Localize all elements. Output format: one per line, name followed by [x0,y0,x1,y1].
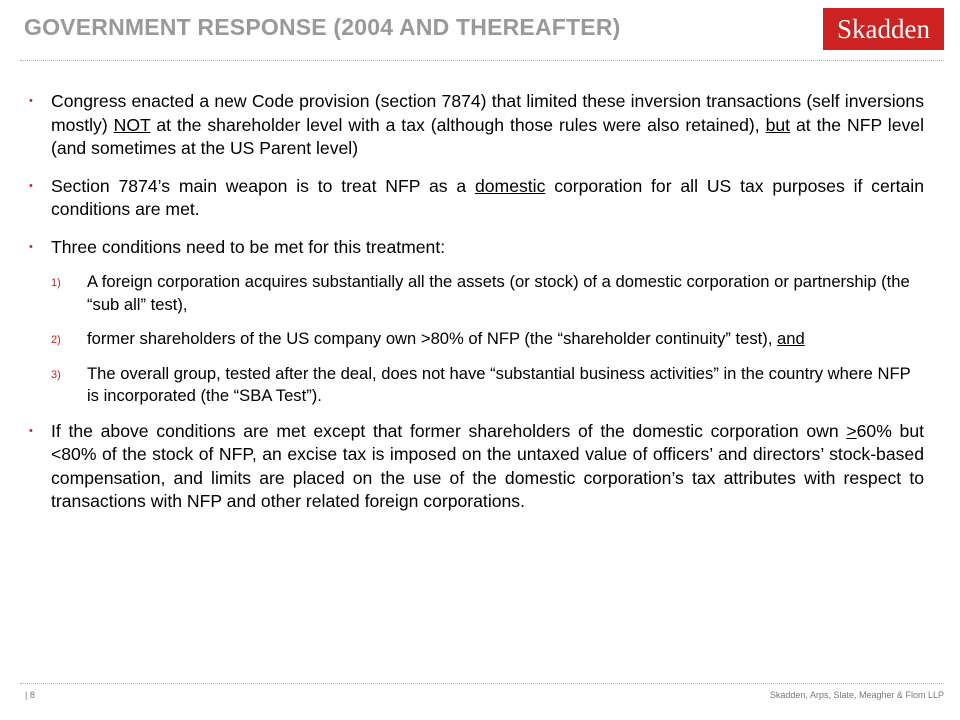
condition-item-1 [24,271,924,316]
condition-text: The overall group, tested after the deal, does not have “substantial business activities” in the country where NFP is incorporated (the “SBA Test”). [87,363,911,405]
skadden-logo [823,8,944,50]
bullet-three-conditions [24,236,924,260]
firm-name: Skadden, Arps, Slate, Meagher & Flom LLP [769,690,944,700]
bullet-text-underlined: NOT [113,114,151,135]
bullet-dot-icon: • [29,424,33,437]
bullet-text: If the above conditions are met except that former shareholders of the domestic corporation own [51,420,847,441]
condition-text: A foreign corporation acquires substantially all the assets (or stock) of a domestic corporation or partnership (the “sub all” test), [87,272,910,314]
bullet-text: 60% but <80% of the stock of NFP, an excise tax is imposed on the untaxed value of officers’ and directors’ stock-based compensation, and limits are placed on the use of the domestic corporation’s tax attributes with respect to transactions with NFP and other related foreign corporations. [51,420,925,511]
bullet-text-underlined: domestic [474,175,546,196]
condition-number: 1) [51,277,61,289]
bullet-text: Three conditions need to be met for this treatment: [51,236,446,257]
logo-text: Skadden [837,13,930,44]
bullet-text: corporation for all US tax purposes if certain conditions are met. [51,175,924,219]
condition-number: 2) [51,334,61,346]
footer-divider [20,683,944,684]
bullet-text: at the NFP level (and sometimes at the US Parent level) [51,114,924,158]
bullet-text: at the shareholder level with a tax (although those rules were also retained), [150,114,766,135]
slide-title: GOVERNMENT RESPONSE (2004 AND THEREAFTER) [24,14,621,40]
bullet-text: Section 7874’s main weapon is to treat NFP as a [51,175,475,196]
bullet-dot-icon: • [29,95,33,107]
bullet-text: Congress enacted a new Code provision (section 7874) that limited these inversion transactions (self inversions mostly) [51,91,924,135]
condition-item-3 [24,363,924,408]
bullet-dot-icon: • [29,240,33,253]
bullet-main-weapon [24,175,924,222]
conditions-list [24,271,924,408]
bullet-dot-icon: • [29,179,33,192]
condition-text: former shareholders of the US company own >80% of NFP (the “shareholder continuity” test), [87,329,778,348]
bullet-text-underlined: > [846,420,857,441]
bullet-excise-tax [24,420,924,514]
condition-item-2 [24,328,924,351]
page-number: | 8 [25,690,35,700]
condition-text-underlined: and [777,329,805,348]
bullet-text-underlined: but [765,114,791,135]
header-divider [20,60,944,61]
condition-number: 3) [51,368,61,381]
slide-body [24,90,924,528]
bullet-code-provision [24,90,924,161]
